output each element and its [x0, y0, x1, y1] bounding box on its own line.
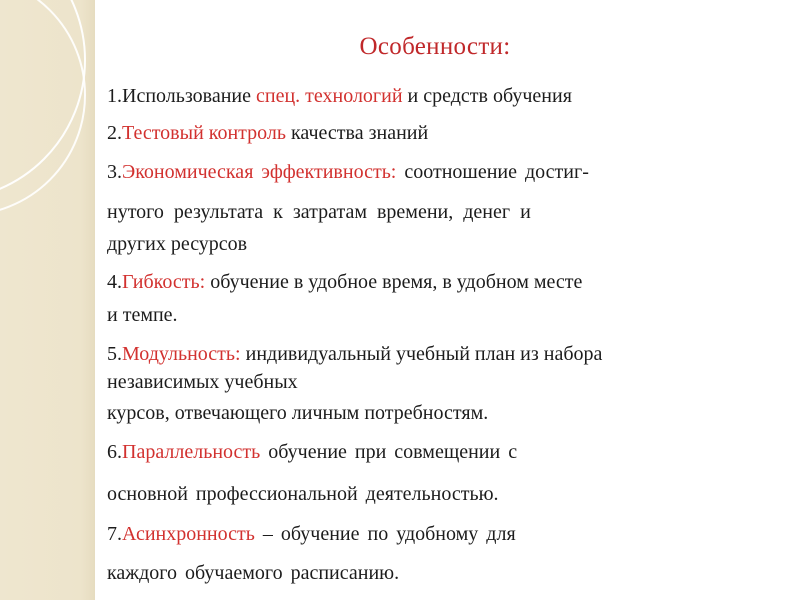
list-item-6 — [107, 440, 517, 464]
item-continuation: других ресурсов — [107, 233, 248, 255]
item-highlight: Параллельность — [122, 441, 261, 463]
list-item-1 — [107, 84, 572, 108]
item-highlight: спец. технологий — [255, 85, 403, 107]
item-highlight: Асинхронность — [122, 523, 255, 545]
item-text: качества знаний — [286, 122, 429, 144]
item-text: – обучение по удобному для — [254, 523, 516, 545]
item-text: обучение при совмещении с — [260, 441, 518, 463]
list-item-7 — [107, 522, 516, 546]
decorative-circles-icon — [0, 0, 95, 600]
item-highlight: Экономическая эффективность: — [122, 161, 397, 183]
item-highlight: Модульность: — [122, 343, 241, 365]
item-text: обучение в удобное время, в удобном месте — [205, 271, 583, 293]
decorative-sidebar — [0, 0, 95, 600]
item-prefix: Использование — [122, 85, 256, 107]
list-item-3 — [107, 160, 589, 184]
item-number: 1. — [107, 85, 122, 107]
item-number: 4. — [107, 271, 122, 293]
item-highlight: Тестовый контроль — [122, 122, 286, 144]
list-item-4 — [107, 270, 582, 294]
list-item-5 — [107, 342, 602, 366]
item-continuation: и темпе. — [107, 304, 178, 326]
item-text: соотношение достиг- — [396, 161, 589, 183]
item-continuation: основной профессиональной деятельностью. — [107, 483, 499, 505]
item-number: 3. — [107, 161, 122, 183]
item-continuation: нутого результата к затратам времени, денег и — [107, 201, 531, 223]
item-number: 6. — [107, 441, 122, 463]
item-text: и средств обучения — [402, 85, 572, 107]
list-item-2 — [107, 121, 428, 145]
item-highlight: Гибкость: — [122, 271, 206, 293]
item-text: индивидуальный учебный план из набора — [240, 343, 603, 365]
item-continuation: курсов, отвечающего личным потребностям. — [107, 402, 489, 424]
item-continuation: независимых учебных — [107, 371, 298, 393]
item-continuation: каждого обучаемого расписанию. — [107, 562, 400, 584]
page-title: Особенности: — [359, 33, 511, 60]
item-number: 2. — [107, 122, 122, 144]
item-number: 5. — [107, 343, 122, 365]
item-number: 7. — [107, 523, 122, 545]
